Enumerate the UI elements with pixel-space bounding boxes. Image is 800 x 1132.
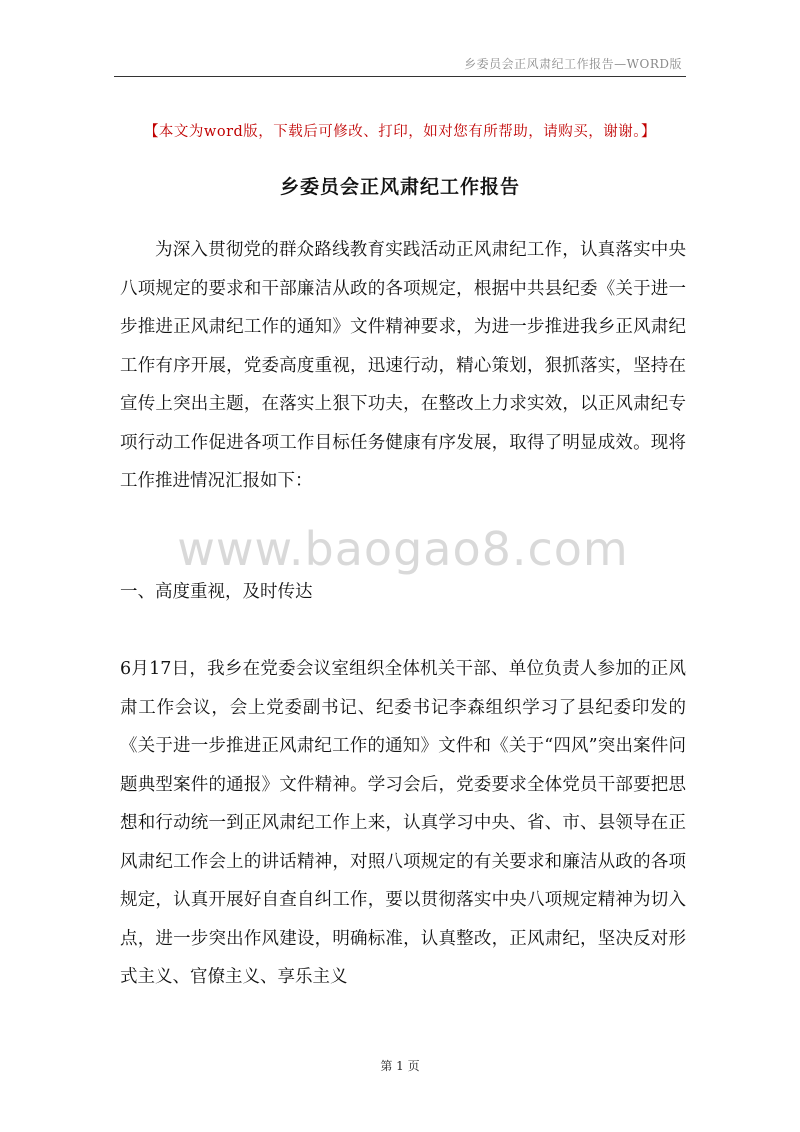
- purchase-notice: 【本文为word版，下载后可修改、打印，如对您有所帮助，请购买，谢谢。】: [143, 124, 657, 140]
- watermark: www.baogao8.com: [177, 522, 629, 576]
- section-heading: 一、高度重视，及时传达: [120, 582, 313, 602]
- body-paragraph: 6月17日，我乡在党委会议室组织全体机关干部、单位负责人参加的正风肃工作会议，会上党委副书记、纪委书记李森组织学习了县纪委印发的《关于进一步推进正风肃纪工作的通知》文件和《关于“四风”突出案件问题典型案件的通报》文件精神。学习会后，党委要求全体党员干部要把思想和行动统一到正风肃纪工作上来，认真学习中央、省、市、县领导在正风肃纪工作会上的讲话精神，对照八项规定的有关要求和廉洁从政的各项规定，认真开展好自查自纠工作，要以贯彻落实中央八项规定精神为切入点，进一步突出作风建设，明确标准，认真整改，正风肃纪，坚决反对形式主义、官僚主义、享乐主义: [120, 659, 686, 987]
- header-divider: [114, 76, 686, 77]
- intro-paragraph: 为深入贯彻党的群众路线教育实践活动正风肃纪工作，认真落实中央八项规定的要求和干部廉洁从政的各项规定，根据中共县纪委《关于进一步推进正风肃纪工作的通知》文件精神要求，为进一步推进我乡正风肃纪工作有序开展，党委高度重视，迅速行动，精心策划，狠抓落实，坚持在宣传上突出主题，在落实上狠下功夫，在整改上力求实效，以正风肃纪专项行动工作促进各项工作目标任务健康有序发展，取得了明显成效。现将工作推进情况汇报如下：: [120, 240, 686, 491]
- page-number: 第 1 页: [380, 1059, 420, 1073]
- document-title: 乡委员会正风肃纪工作报告: [279, 176, 520, 198]
- running-header: 乡委员会正风肃纪工作报告—WORD版: [464, 57, 682, 71]
